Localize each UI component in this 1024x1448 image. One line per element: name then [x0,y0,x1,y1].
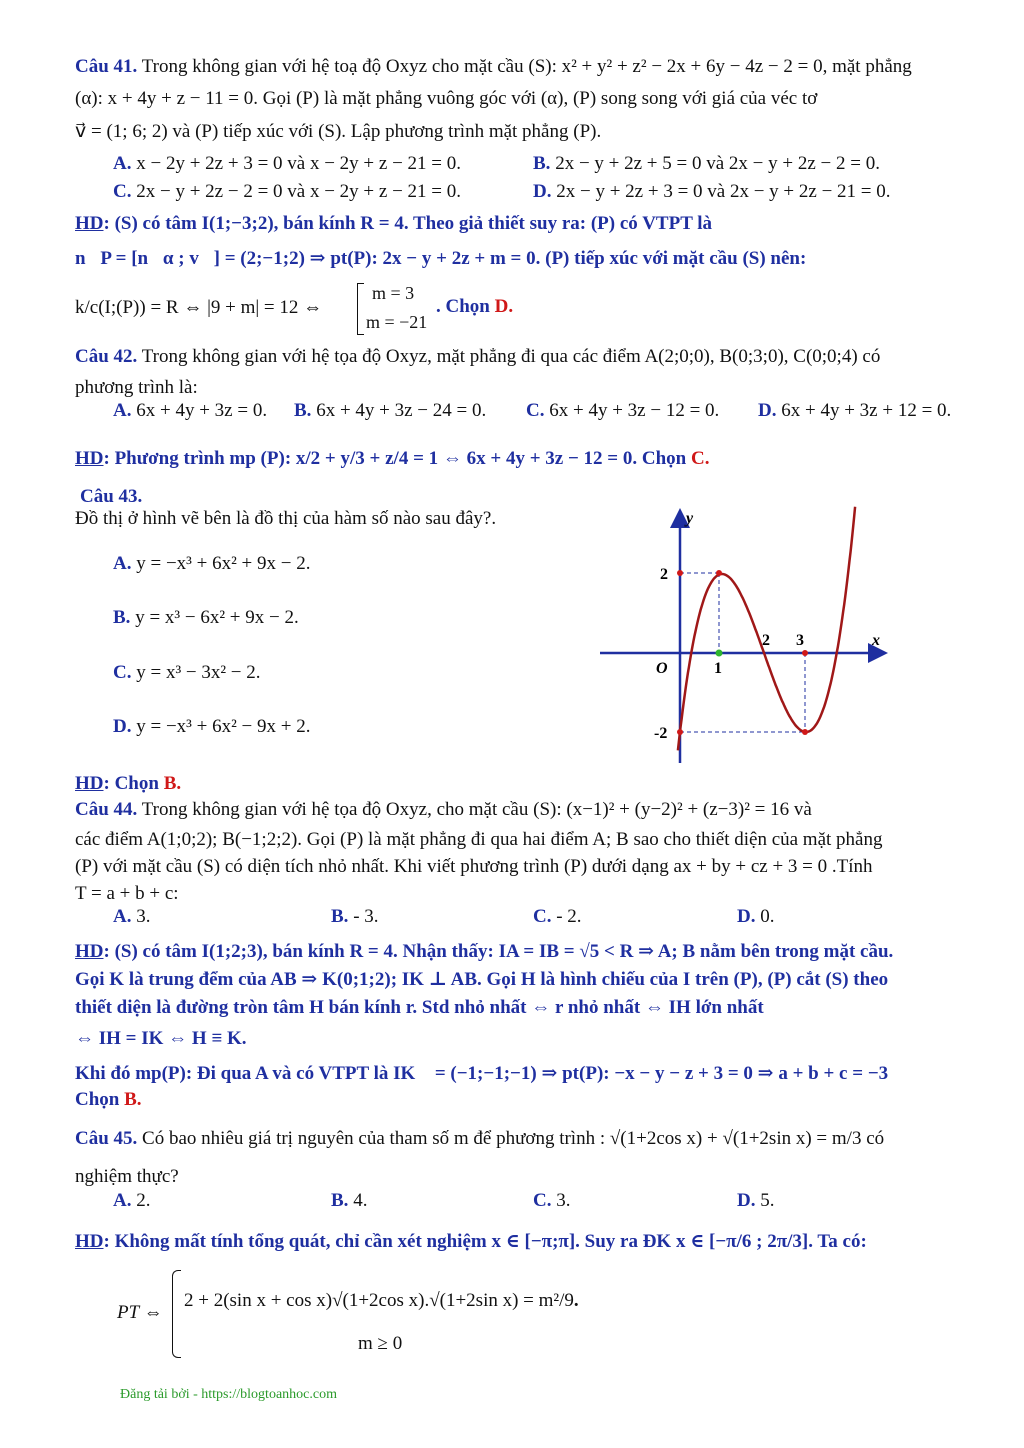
cubic-curve [678,507,855,751]
q41-hd3 [75,296,322,320]
hd-label: HD [75,941,104,962]
option-text: 0. [760,906,775,927]
q44-option-c[interactable] [533,905,582,929]
q43-graph [598,505,898,770]
q41-option-d[interactable] [533,180,891,204]
q42-line1 [75,345,880,369]
option-text: 6x + 4y + 3z = 0. [136,400,268,421]
q43-hd [75,772,181,796]
hd-text: . Chọn [436,296,490,317]
answer: B. [124,1089,142,1110]
point-max [716,570,722,576]
q41-text1: Trong không gian với hệ toạ độ Oxyz cho mặt cầu (S): x² + y² + z² − 2x + 6y − 4z − 2 = 0, mặt phẳng [141,56,912,77]
option-label: C. [113,662,132,683]
q41-choice [436,296,513,318]
point-y2 [677,570,683,576]
option-text: 6x + 4y + 3z + 12 = 0. [781,400,952,421]
option-label: B. [533,153,551,174]
q42-line2: phương trình là: [75,377,198,398]
system-brace [172,1270,181,1358]
q42-option-b[interactable] [294,399,486,423]
option-text: 3. [556,1190,571,1211]
answer: C. [691,448,710,469]
hd-text: : (S) có tâm I(1;2;3), bán kính R = 4. Nhận thấy: IA = IB = √5 < R ⇒ A; B nằm bên trong mặt cầu. [103,941,894,962]
hd-label: HD [75,213,104,234]
q43-option-d[interactable] [113,715,310,739]
tick-x3: 3 [796,632,804,649]
tick-y2: 2 [660,566,668,583]
q44-line1 [75,798,812,822]
q41-case1: m = 3 [372,283,415,303]
tick-x2: 2 [762,632,770,649]
q44-line2: các điểm A(1;0;2); B(−1;2;2). Gọi (P) là mặt phẳng đi qua hai điểm A; B sao cho thiết diện của mặt phẳng [75,829,883,850]
q43-option-a[interactable] [113,552,310,576]
option-label: C. [533,1190,552,1211]
answer: D. [494,296,514,317]
case-bracket [357,283,364,335]
q45-pt: PT ⇔ [117,1302,163,1323]
q45-option-d[interactable] [737,1189,774,1213]
q42-option-d[interactable] [758,399,951,423]
q44-hd2: Gọi K là trung đểm của AB ⇒ K(0;1;2); IK ⊥ AB. Gọi H là hình chiếu của I trên (P), (P) cắt (S) theo [75,969,889,990]
q41-line3: v⃗ = (1; 6; 2) và (P) tiếp xúc với (S). Lập phương trình mặt phẳng (P). [75,121,602,142]
option-text: y = −x³ + 6x² − 9x + 2. [136,716,311,737]
point-x3 [802,650,808,656]
hd-label: HD [75,448,104,469]
tick-x1: 1 [714,660,722,677]
x-axis-label: x [872,632,880,649]
q41-line1 [75,55,912,79]
q44-label: Câu 44. [75,799,138,820]
q42-option-a[interactable] [113,399,267,423]
option-text: 6x + 4y + 3z − 24 = 0. [316,400,487,421]
q44-line4: T = a + b + c: [75,883,179,904]
q41-label: Câu 41. [75,56,138,77]
option-text: y = x³ − 6x² + 9x − 2. [135,607,299,628]
q44-hd1 [75,940,893,964]
q45-option-b[interactable] [331,1189,367,1213]
q43-option-b[interactable] [113,606,299,630]
q44-hd4: ⇔ IH = IK ⇔ H ≡ K. [75,1028,247,1049]
q45-text1: Có bao nhiêu giá trị nguyên của tham số m để phương trình : √(1+2cos x) + √(1+2sin x) = m/3 có [142,1128,885,1149]
q41-line2: (α): x + 4y + z − 11 = 0. Gọi (P) là mặt phẳng vuông góc với (α), (P) song song với giá của véc tơ [75,88,818,109]
q44-option-a[interactable] [113,905,150,929]
q44-text1: Trong không gian với hệ tọa độ Oxyz, cho mặt cầu (S): (x−1)² + (y−2)² + (z−3)² = 16 và [141,799,812,820]
q44-line3: (P) với mặt cầu (S) có diện tích nhỏ nhất. Khi viết phương trình (P) dưới dạng ax + by + cz + 3 = 0 .Tính [75,856,873,877]
origin-label: O [656,660,668,677]
q44-option-d[interactable] [737,905,774,929]
hd-text: : Không mất tính tổng quát, chỉ cần xét nghiệm x ∈ [−π;π]. Suy ra ĐK x ∈ [−π/6 ; 2π/3]. Ta có: [103,1231,867,1252]
option-label: B. [113,607,131,628]
q45-hd1 [75,1230,867,1254]
q45-label: Câu 45. [75,1128,138,1149]
option-label: D. [737,1190,756,1211]
q42-text1: Trong không gian với hệ tọa độ Oxyz, mặt phẳng đi qua các điểm A(2;0;0), B(0;3;0), C(0;0;4) có [141,346,881,367]
option-label: A. [113,400,132,421]
answer: B. [163,773,182,794]
option-label: B. [294,400,312,421]
q45-line1 [75,1127,884,1151]
q42-hd [75,447,709,471]
q42-option-c[interactable] [526,399,719,423]
option-text: 4. [353,1190,368,1211]
y-axis-label: y [686,510,694,527]
footer-credit: Đăng tải bởi - https://blogtoanhoc.com [120,1387,337,1402]
q43-line1: Đồ thị ở hình vẽ bên là đồ thị của hàm số nào sau đây?. [75,508,497,529]
option-text: 5. [760,1190,775,1211]
option-text: y = −x³ + 6x² + 9x − 2. [136,553,311,574]
option-text: - 3. [353,906,379,927]
option-label: C. [533,906,552,927]
q45-option-c[interactable] [533,1189,570,1213]
option-label: A. [113,906,132,927]
option-label: A. [113,1190,132,1211]
hd-end: . [573,1290,579,1311]
option-label: A. [113,153,132,174]
hd-text: 2 + 2(sin x + cos x)√(1+2cos x).√(1+2sin x) = m²/9 [184,1290,574,1311]
q41-hd1 [75,212,712,236]
option-label: B. [331,1190,349,1211]
option-text: 3. [136,906,151,927]
option-text: x − 2y + 2z + 3 = 0 và x − 2y + z − 21 = 0. [136,153,462,174]
q43-option-c[interactable] [113,661,261,685]
option-label: B. [331,906,349,927]
q41-hd2: n⃗P = [n⃗α ; v⃗] = (2;−1;2) ⇒ pt(P): 2x − y + 2z + m = 0. (P) tiếp xúc với mặt cầu (S) nên: [75,248,807,269]
q44-option-b[interactable] [331,905,379,929]
option-label: D. [758,400,777,421]
option-label: D. [737,906,756,927]
option-text: 2x − y + 2z − 2 = 0 và x − 2y + z − 21 = 0. [136,181,462,202]
q45-sys1 [184,1290,579,1312]
hd-label: HD [75,773,104,794]
option-text: 6x + 4y + 3z − 12 = 0. [549,400,720,421]
hd-label: HD [75,1231,104,1252]
q45-line2: nghiệm thực? [75,1166,179,1187]
q45-sys2: m ≥ 0 [358,1333,403,1354]
point-ym2 [677,729,683,735]
option-label: C. [526,400,545,421]
q44-hd6 [75,1088,142,1112]
hd-text: : (S) có tâm I(1;−3;2), bán kính R = 4. Theo giả thiết suy ra: (P) có VTPT là [103,213,713,234]
hd-text: : Phương trình mp (P): x/2 + y/3 + z/4 = 1 ⇔ 6x + 4y + 3z − 12 = 0. Chọn [103,448,687,469]
q42-label: Câu 42. [75,346,138,367]
option-text: 2. [136,1190,151,1211]
q41-option-b[interactable] [533,152,880,176]
q41-option-a[interactable] [113,152,461,176]
point-x1 [716,650,723,657]
option-text: 2x − y + 2z + 3 = 0 và 2x − y + 2z − 21 = 0. [556,181,891,202]
tick-ym2: -2 [654,725,668,742]
option-text: - 2. [556,906,582,927]
hd-text: : Chọn [103,773,159,794]
option-label: D. [113,716,132,737]
q44-hd5: Khi đó mp(P): Đi qua A và có VTPT là IK⃗ = (−1;−1;−1) ⇒ pt(P): −x − y − z + 3 = 0 ⇒ a + b + c = −3 [75,1063,889,1084]
q45-option-a[interactable] [113,1189,150,1213]
option-label: A. [113,553,132,574]
q43-label: Câu 43. [80,486,143,507]
option-label: C. [113,181,132,202]
hd-text: k/c(I;(P)) = R ⇔ |9 + m| = 12 ⇔ [75,297,323,318]
q44-hd3: thiết diện là đường tròn tâm H bán kính r. Std nhỏ nhất ⇔ r nhỏ nhất ⇔ IH lớn nhất [75,997,764,1018]
q41-case2: m = −21 [366,312,428,332]
point-min [802,729,808,735]
option-text: y = x³ − 3x² − 2. [136,662,261,683]
hd-text: Chọn [75,1089,120,1110]
option-label: D. [533,181,552,202]
option-text: 2x − y + 2z + 5 = 0 và 2x − y + 2z − 2 = 0. [555,153,880,174]
q41-option-c[interactable] [113,180,461,204]
